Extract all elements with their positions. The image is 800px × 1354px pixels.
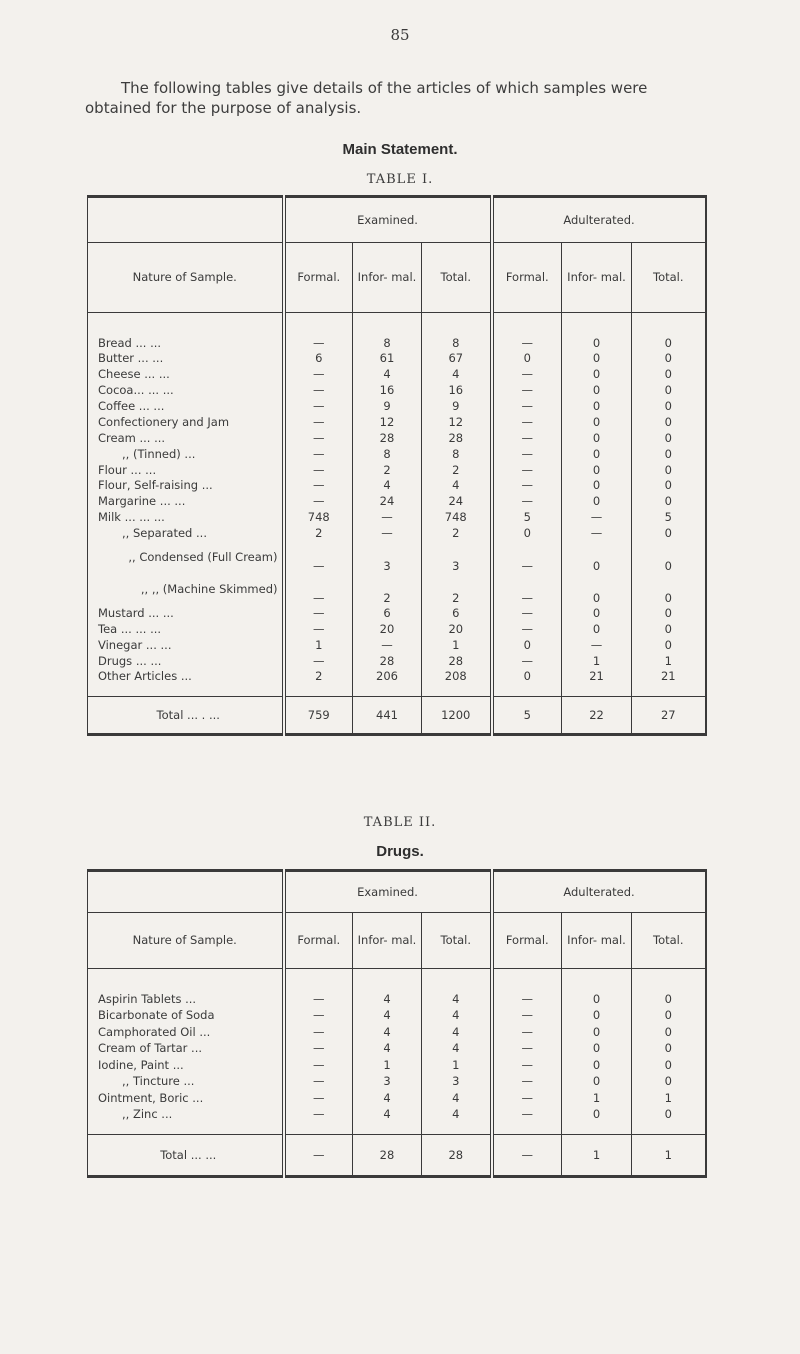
examined-formal-cell: — [284,414,353,430]
adulterated-total-cell: 0 [632,573,706,605]
table-row [88,1090,706,1107]
adulterated-formal-cell: 5 [492,509,562,525]
examined-total-cell: 4 [422,1106,492,1135]
table-row [88,350,706,366]
examined-informal-cell: 4 [353,1007,422,1024]
adulterated-formal-cell: — [492,1135,562,1177]
examined-formal-cell: — [284,1106,353,1135]
examined-total-cell: 4 [422,366,492,382]
examined-informal-cell: 6 [353,605,422,621]
table-row [88,621,706,637]
examined-formal-cell: 1 [284,637,353,653]
adulterated-formal-cell: 0 [492,525,562,541]
col-examined-total: Total. [422,913,492,969]
adulterated-total-cell: 1 [632,1135,706,1177]
adulterated-formal-cell: — [492,462,562,478]
col-adulterated-informal: Infor- mal. [562,913,632,969]
adulterated-informal-cell: 0 [562,541,632,573]
table-row [88,637,706,653]
examined-informal-cell: — [353,637,422,653]
examined-total-cell: 8 [422,446,492,462]
col-examined-informal: Infor- mal. [353,243,422,313]
examined-formal-cell: — [284,541,353,573]
table-row [88,1057,706,1074]
examined-informal-cell: 9 [353,398,422,414]
examined-total-cell: 4 [422,1024,492,1041]
adulterated-informal-cell: 0 [562,366,632,382]
sample-name: Total ... ... [88,1135,284,1177]
col-adulterated-informal: Infor- mal. [562,243,632,313]
examined-total-cell: 1 [422,1057,492,1074]
examined-total-cell: 2 [422,573,492,605]
table-row [88,509,706,525]
adulterated-formal-cell: — [492,414,562,430]
adulterated-informal-cell: 1 [562,653,632,669]
table-row [88,669,706,697]
table-row [88,1007,706,1024]
sample-name: Camphorated Oil ... [98,1024,211,1039]
adulterated-total-cell: 0 [632,1024,706,1041]
adulterated-formal-cell: — [492,621,562,637]
examined-formal-cell: — [284,1040,353,1057]
adulterated-total-cell: 0 [632,1040,706,1057]
table-row [88,1106,706,1135]
drugs-heading: Drugs. [376,843,424,860]
examined-formal-cell: — [284,1073,353,1090]
group-adulterated: Adulterated. [492,871,706,913]
sample-name: Margarine ... ... [98,494,186,509]
col-adulterated-formal: Formal. [492,243,562,313]
header-blank [88,871,284,913]
table-row [88,366,706,382]
col-examined-total: Total. [422,243,492,313]
adulterated-informal-cell: — [562,509,632,525]
adulterated-informal-cell: 0 [562,462,632,478]
examined-total-cell: 3 [422,1073,492,1090]
sample-name: Butter ... ... [98,351,164,366]
page-number: 85 [390,26,410,44]
adulterated-total-cell: 0 [632,1007,706,1024]
total-row [88,1135,706,1177]
examined-informal-cell: — [353,525,422,541]
adulterated-formal-cell: 0 [492,669,562,697]
sample-name: ,, Zinc ... [122,1107,173,1121]
examined-formal-cell: — [284,446,353,462]
examined-informal-cell: 4 [353,1106,422,1135]
adulterated-informal-cell: 1 [562,1135,632,1177]
examined-formal-cell: — [284,478,353,494]
examined-formal-cell: — [284,462,353,478]
examined-formal-cell: — [284,653,353,669]
col-adulterated-total: Total. [632,243,706,313]
examined-total-cell: 208 [422,669,492,697]
table-1-title: TABLE I. [366,172,434,187]
adulterated-total-cell: 0 [632,605,706,621]
examined-formal-cell: — [284,621,353,637]
examined-informal-cell: 4 [353,1024,422,1041]
examined-informal-cell: 2 [353,573,422,605]
sample-name: Tea ... ... ... [98,621,162,636]
table-1-body [88,313,706,697]
adulterated-informal-cell: 0 [562,1024,632,1041]
adulterated-informal-cell: 0 [562,493,632,509]
adulterated-formal-cell: — [492,398,562,414]
table-2-title: TABLE II. [363,815,437,830]
adulterated-total-cell: 1 [632,653,706,669]
examined-total-cell: 67 [422,350,492,366]
examined-total-cell: 4 [422,1090,492,1107]
adulterated-formal-cell: — [492,653,562,669]
adulterated-informal-cell: — [562,525,632,541]
adulterated-formal-cell: — [492,1040,562,1057]
sample-name: Cheese ... ... [98,367,170,382]
adulterated-informal-cell: 0 [562,1106,632,1135]
adulterated-informal-cell: 0 [562,446,632,462]
adulterated-total-cell: 0 [632,1106,706,1135]
sample-name: Flour, Self-raising ... [98,478,213,493]
sample-name: Ointment, Boric ... [98,1090,204,1105]
table-row [88,462,706,478]
examined-total-cell: 4 [422,478,492,494]
table-row [88,446,706,462]
adulterated-informal-cell: 0 [562,605,632,621]
examined-informal-cell: 28 [353,653,422,669]
adulterated-informal-cell: 0 [562,1057,632,1074]
adulterated-formal-cell: — [492,382,562,398]
examined-formal-cell: — [284,493,353,509]
examined-informal-cell: 12 [353,414,422,430]
examined-total-cell: 6 [422,605,492,621]
col-adulterated-total: Total. [632,913,706,969]
adulterated-informal-cell: 0 [562,573,632,605]
examined-informal-cell: 2 [353,462,422,478]
adulterated-total-cell: 0 [632,493,706,509]
examined-formal-cell: — [284,969,353,1008]
adulterated-total-cell: 0 [632,969,706,1008]
examined-informal-cell: 3 [353,1073,422,1090]
examined-formal-cell: — [284,1007,353,1024]
table-row [88,525,706,541]
adulterated-total-cell: 0 [632,1057,706,1074]
examined-informal-cell: 16 [353,382,422,398]
examined-formal-cell: — [284,398,353,414]
sample-name: Flour ... ... [98,462,157,477]
adulterated-formal-cell: — [492,1106,562,1135]
adulterated-total-cell: 27 [632,697,706,735]
examined-informal-cell: — [353,509,422,525]
examined-formal-cell: — [284,605,353,621]
examined-total-cell: 748 [422,509,492,525]
examined-informal-cell: 1 [353,1057,422,1074]
examined-informal-cell: 3 [353,541,422,573]
examined-total-cell: 20 [422,621,492,637]
total-row [88,697,706,735]
examined-formal-cell: — [284,366,353,382]
adulterated-informal-cell: 0 [562,621,632,637]
adulterated-formal-cell: 0 [492,350,562,366]
examined-informal-cell: 8 [353,313,422,351]
group-adulterated: Adulterated. [492,197,706,243]
examined-informal-cell: 4 [353,1040,422,1057]
table-row [88,653,706,669]
sample-name: Other Articles ... [98,669,192,684]
examined-formal-cell: — [284,430,353,446]
table-2-footer [88,1135,706,1177]
table-row [88,573,706,605]
adulterated-informal-cell: 0 [562,1007,632,1024]
adulterated-total-cell: 0 [632,621,706,637]
sample-name: Cream ... ... [98,430,166,445]
col-nature: Nature of Sample. [88,913,284,969]
examined-informal-cell: 24 [353,493,422,509]
sample-name: Vinegar ... ... [98,637,172,652]
adulterated-total-cell: 0 [632,350,706,366]
sample-name: Confectionery and Jam [98,414,230,429]
examined-formal-cell: 6 [284,350,353,366]
adulterated-total-cell: 0 [632,446,706,462]
table-row [88,478,706,494]
table-row [88,493,706,509]
adulterated-total-cell: 5 [632,509,706,525]
sample-name: Iodine, Paint ... [98,1057,184,1072]
adulterated-formal-cell: — [492,573,562,605]
sample-name: ,, (Tinned) ... [122,446,196,461]
sample-name: Bicarbonate of Soda [98,1008,215,1023]
adulterated-total-cell: 0 [632,313,706,351]
adulterated-informal-cell: 0 [562,1040,632,1057]
sample-name: Drugs ... ... [98,653,162,668]
adulterated-formal-cell: — [492,969,562,1008]
examined-total-cell: 2 [422,525,492,541]
adulterated-informal-cell: 0 [562,478,632,494]
table-1 [87,195,707,736]
table-row [88,414,706,430]
sample-name: ,, Condensed (Full Cream) [128,550,278,565]
adulterated-formal-cell: — [492,541,562,573]
examined-total-cell: 28 [422,430,492,446]
examined-total-cell: 1200 [422,697,492,735]
adulterated-formal-cell: — [492,366,562,382]
table-row [88,430,706,446]
examined-total-cell: 9 [422,398,492,414]
examined-informal-cell: 20 [353,621,422,637]
adulterated-informal-cell: 0 [562,398,632,414]
examined-informal-cell: 28 [353,430,422,446]
table-2-body [88,969,706,1135]
col-nature: Nature of Sample. [88,243,284,313]
adulterated-formal-cell: 5 [492,697,562,735]
examined-formal-cell: — [284,573,353,605]
adulterated-formal-cell: 0 [492,637,562,653]
examined-total-cell: 3 [422,541,492,573]
table-1-footer [88,697,706,735]
examined-total-cell: 4 [422,1040,492,1057]
sample-name: Milk ... ... ... [98,510,165,525]
header-blank [88,197,284,243]
table-row [88,1040,706,1057]
examined-total-cell: 8 [422,313,492,351]
adulterated-informal-cell: 22 [562,697,632,735]
sample-name: Total ... . ... [88,697,284,735]
col-examined-formal: Formal. [284,243,353,313]
adulterated-informal-cell: 0 [562,1073,632,1090]
adulterated-total-cell: 1 [632,1090,706,1107]
adulterated-informal-cell: 0 [562,350,632,366]
examined-total-cell: 24 [422,493,492,509]
examined-informal-cell: 4 [353,366,422,382]
col-adulterated-formal: Formal. [492,913,562,969]
examined-total-cell: 16 [422,382,492,398]
adulterated-total-cell: 0 [632,541,706,573]
examined-total-cell: 4 [422,969,492,1008]
adulterated-total-cell: 0 [632,366,706,382]
adulterated-formal-cell: — [492,446,562,462]
adulterated-total-cell: 0 [632,398,706,414]
table-row [88,398,706,414]
adulterated-formal-cell: — [492,493,562,509]
examined-formal-cell: 759 [284,697,353,735]
adulterated-formal-cell: — [492,478,562,494]
adulterated-informal-cell: 0 [562,313,632,351]
examined-formal-cell: 748 [284,509,353,525]
sample-name: ,, Separated ... [122,526,207,541]
adulterated-formal-cell: — [492,1090,562,1107]
examined-formal-cell: — [284,1057,353,1074]
examined-informal-cell: 4 [353,1090,422,1107]
examined-informal-cell: 8 [353,446,422,462]
examined-informal-cell: 4 [353,478,422,494]
examined-informal-cell: 28 [353,1135,422,1177]
table-2 [87,869,707,1178]
adulterated-informal-cell: 0 [562,969,632,1008]
adulterated-total-cell: 0 [632,525,706,541]
adulterated-total-cell: 0 [632,1073,706,1090]
examined-formal-cell: 2 [284,525,353,541]
group-examined: Examined. [284,871,492,913]
adulterated-total-cell: 0 [632,382,706,398]
sample-name: Mustard ... ... [98,606,174,621]
examined-total-cell: 28 [422,653,492,669]
sample-name: Bread ... ... [98,335,162,350]
adulterated-formal-cell: — [492,1073,562,1090]
examined-formal-cell: — [284,1090,353,1107]
adulterated-informal-cell: 21 [562,669,632,697]
examined-informal-cell: 206 [353,669,422,697]
examined-total-cell: 2 [422,462,492,478]
col-examined-formal: Formal. [284,913,353,969]
adulterated-total-cell: 0 [632,430,706,446]
adulterated-total-cell: 0 [632,462,706,478]
examined-total-cell: 12 [422,414,492,430]
table-row [88,541,706,573]
examined-formal-cell: — [284,382,353,398]
intro-paragraph: The following tables give details of the articles of which samples were obtained for the purpose of analysis. [85,79,648,117]
adulterated-formal-cell: — [492,605,562,621]
group-examined: Examined. [284,197,492,243]
sample-name: ,, ,, (Machine Skimmed) [140,582,278,597]
examined-informal-cell: 61 [353,350,422,366]
examined-informal-cell: 4 [353,969,422,1008]
table-row [88,1024,706,1041]
examined-formal-cell: — [284,1135,353,1177]
adulterated-total-cell: 21 [632,669,706,697]
table-row [88,382,706,398]
table-row [88,605,706,621]
adulterated-informal-cell: 0 [562,430,632,446]
col-examined-informal: Infor- mal. [353,913,422,969]
examined-total-cell: 28 [422,1135,492,1177]
examined-formal-cell: 2 [284,669,353,697]
examined-formal-cell: — [284,1024,353,1041]
sample-name: Aspirin Tablets ... [98,992,197,1006]
adulterated-formal-cell: — [492,313,562,351]
sample-name: Cocoa... ... ... [98,383,174,398]
sample-name: Coffee ... ... [98,399,165,413]
examined-total-cell: 4 [422,1007,492,1024]
table-row [88,313,706,351]
main-statement-heading: Main Statement. [342,141,458,158]
adulterated-formal-cell: — [492,1057,562,1074]
table-row [88,1073,706,1090]
adulterated-total-cell: 0 [632,637,706,653]
adulterated-total-cell: 0 [632,478,706,494]
adulterated-total-cell: 0 [632,414,706,430]
examined-formal-cell: — [284,313,353,351]
adulterated-formal-cell: — [492,1024,562,1041]
examined-total-cell: 1 [422,637,492,653]
sample-name: Cream of Tartar ... [98,1041,203,1056]
adulterated-informal-cell: — [562,637,632,653]
sample-name: ,, Tincture ... [122,1074,195,1089]
adulterated-formal-cell: — [492,430,562,446]
adulterated-informal-cell: 1 [562,1090,632,1107]
examined-informal-cell: 441 [353,697,422,735]
adulterated-informal-cell: 0 [562,382,632,398]
adulterated-informal-cell: 0 [562,414,632,430]
adulterated-formal-cell: — [492,1007,562,1024]
table-row [88,969,706,1008]
